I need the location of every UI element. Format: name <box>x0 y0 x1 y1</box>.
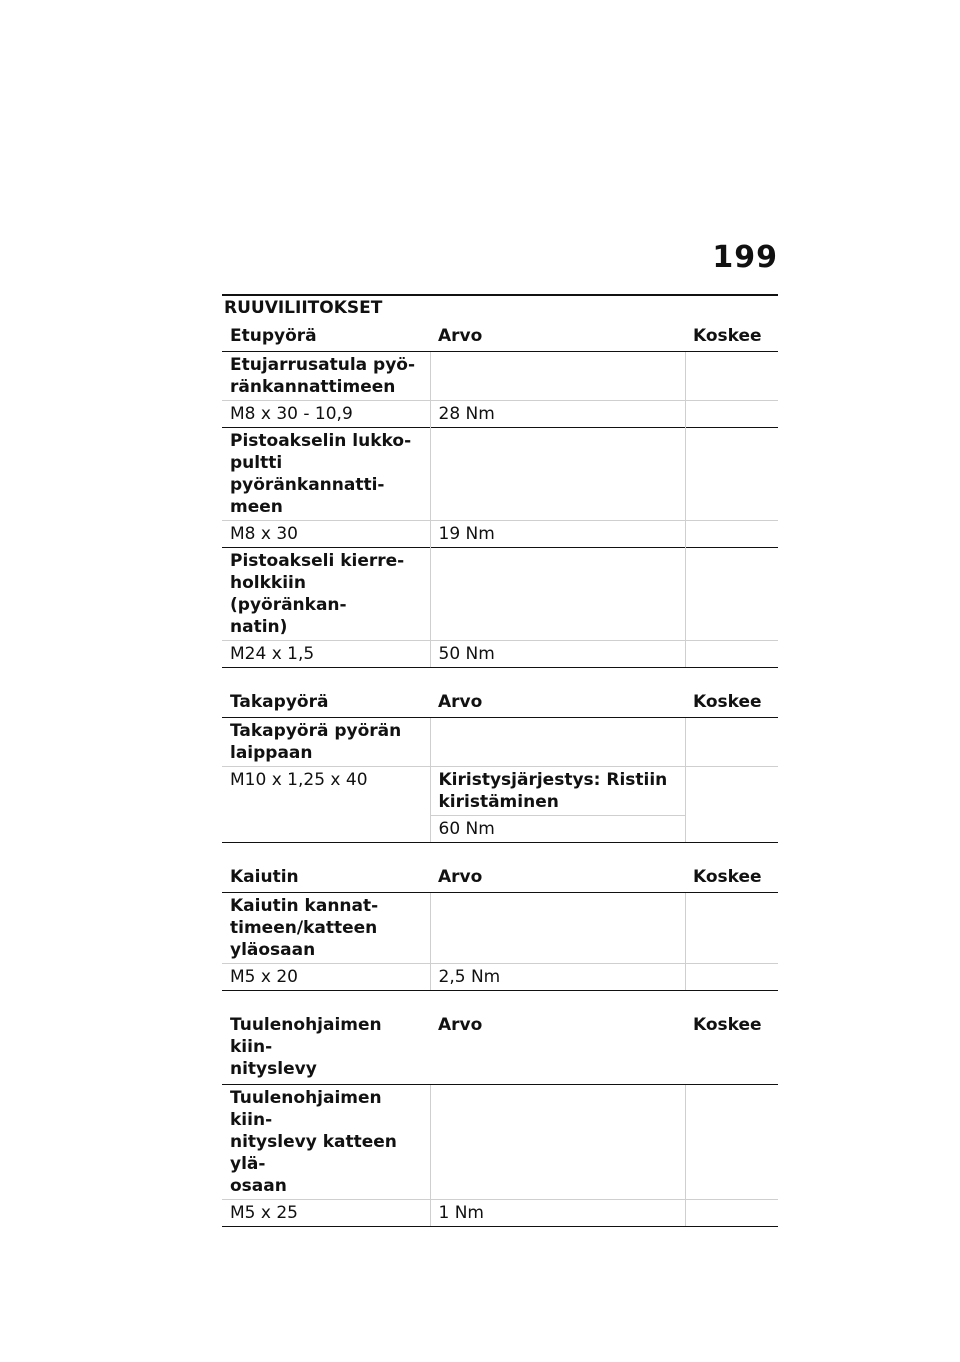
table-header-row <box>222 863 778 893</box>
empty-cell <box>430 428 685 521</box>
table-row <box>222 641 778 668</box>
empty-cell <box>430 548 685 641</box>
torque-value: 28 Nm <box>430 401 685 428</box>
column-header-applies: Koskee <box>685 688 778 718</box>
component-description: Etujarrusatula pyö- ränkannattimeen <box>230 355 416 397</box>
empty-cell <box>685 352 778 401</box>
bolt-spec: M5 x 25 <box>222 1200 430 1227</box>
column-header-value: Arvo <box>430 688 685 718</box>
column-header-value: Arvo <box>430 863 685 893</box>
table-row <box>222 548 778 641</box>
column-header-component: Takapyörä <box>222 688 430 718</box>
empty-cell <box>685 428 778 521</box>
torque-value: 50 Nm <box>430 641 685 668</box>
content <box>222 294 778 1227</box>
table-row <box>222 893 778 964</box>
column-header-applies: Koskee <box>685 322 778 352</box>
empty-cell <box>685 893 778 964</box>
empty-cell <box>685 1085 778 1200</box>
spacer <box>222 991 778 1011</box>
torque-value: 1 Nm <box>430 1200 685 1227</box>
bolt-spec: M24 x 1,5 <box>222 641 430 668</box>
empty-cell <box>430 718 685 767</box>
column-header-component: Tuulenohjaimen kiin- nityslevy <box>222 1011 430 1085</box>
section-title: RUUVILIITOKSET <box>224 298 383 318</box>
empty-cell <box>685 767 778 843</box>
empty-cell <box>430 352 685 401</box>
empty-cell <box>430 893 685 964</box>
component-description: Pistoakselin lukko- pultti pyöränkannatti- meen <box>222 428 430 521</box>
table-row <box>222 964 778 991</box>
page-number: 199 <box>712 240 778 275</box>
column-header-applies: Koskee <box>685 1011 778 1085</box>
empty-cell <box>685 521 778 548</box>
bolt-spec: M8 x 30 - 10,9 <box>222 401 430 428</box>
torque-table-speaker <box>222 863 778 991</box>
table-row <box>222 428 778 521</box>
table-header-row <box>222 322 778 352</box>
table-row <box>222 1200 778 1227</box>
table-row <box>222 352 778 401</box>
bolt-spec: M10 x 1,25 x 40 <box>222 767 430 843</box>
spacer <box>222 668 778 688</box>
component-description: Takapyörä pyörän laippaan <box>230 721 402 763</box>
table-header-row <box>222 1011 778 1085</box>
torque-table-windshield-plate <box>222 1011 778 1227</box>
empty-cell <box>685 1200 778 1227</box>
table-row <box>222 718 778 767</box>
column-header-component: Kaiutin <box>222 863 430 893</box>
empty-cell <box>430 1085 685 1200</box>
column-header-applies: Koskee <box>685 863 778 893</box>
component-description: Kaiutin kannat- timeen/katteen yläosaan <box>230 896 379 960</box>
torque-table-rear-wheel <box>222 688 778 843</box>
empty-cell <box>685 641 778 668</box>
empty-cell <box>685 964 778 991</box>
table-row <box>222 401 778 428</box>
tightening-note: Kiristysjärjestys: Ristiin kiristäminen <box>430 767 685 816</box>
torque-value: 60 Nm <box>430 816 685 843</box>
torque-table-front-wheel <box>222 322 778 668</box>
torque-value: 19 Nm <box>430 521 685 548</box>
empty-cell <box>685 718 778 767</box>
empty-cell <box>685 548 778 641</box>
table-row <box>222 767 778 816</box>
torque-value: 2,5 Nm <box>430 964 685 991</box>
table-row <box>222 521 778 548</box>
table-header-row <box>222 688 778 718</box>
column-header-value: Arvo <box>430 1011 685 1085</box>
spacer <box>222 843 778 863</box>
bolt-spec: M8 x 30 <box>222 521 430 548</box>
bolt-spec: M5 x 20 <box>222 964 430 991</box>
column-header-component: Etupyörä <box>222 322 430 352</box>
component-description: Pistoakseli kierre- holkkiin (pyöränkan- natin) <box>222 548 430 641</box>
table-row <box>222 1085 778 1200</box>
column-header-value: Arvo <box>430 322 685 352</box>
component-description: Tuulenohjaimen kiin- nityslevy katteen ylä- osaan <box>230 1088 397 1196</box>
empty-cell <box>685 401 778 428</box>
